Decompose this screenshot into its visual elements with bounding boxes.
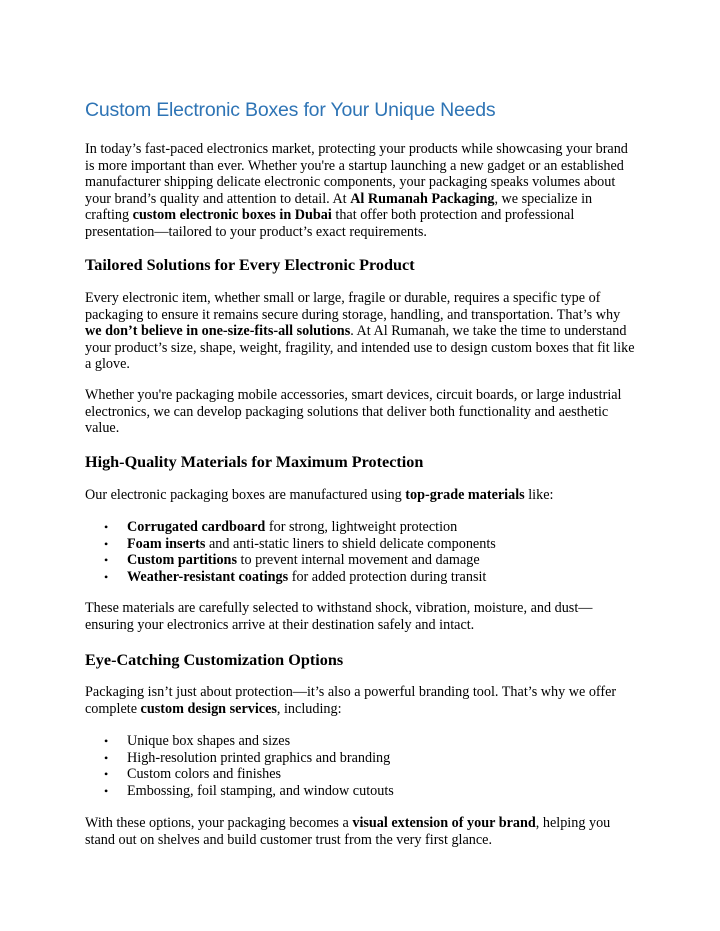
company-name: Al Rumanah Packaging — [350, 190, 495, 207]
bullet-icon: • — [104, 553, 109, 567]
bullet-icon: • — [104, 767, 109, 781]
list-item-text: Custom colors and finishes — [127, 766, 282, 782]
list-item-text: Embossing, foil stamping, and window cutouts — [127, 782, 394, 799]
list-item — [85, 783, 645, 800]
list-item-text: for strong, lightweight protection — [265, 519, 458, 535]
list-item-text: Unique box shapes and sizes — [127, 733, 291, 749]
bullet-icon: • — [104, 569, 109, 584]
materials-list — [85, 519, 645, 585]
list-item-bold: Foam inserts — [127, 535, 206, 552]
list-item — [85, 536, 645, 553]
section-heading-customization: Eye-Catching Customization Options — [85, 651, 344, 669]
list-item — [85, 750, 645, 767]
tailored-text-2: . At Al Rumanah, we take the time to understand your product’s size, shape, weight, fragility, and intended use to design custom boxes that fit like a glove. — [85, 323, 635, 373]
tailored-paragraph-2: Whether you're packaging mobile accessories, smart devices, circuit boards, or large industrial electronics, we can develop packaging solutions that deliver both functionality and aesthetic value. — [85, 387, 622, 437]
list-item-bold: Weather-resistant coatings — [127, 568, 289, 585]
brand-extension-bold: visual extension of your brand — [352, 815, 536, 831]
bullet-icon: • — [104, 536, 109, 551]
list-item-text: to prevent internal movement and damage — [236, 552, 480, 568]
materials-intro-text-1: Our electronic packaging boxes are manufactured using — [85, 487, 406, 503]
bullet-icon: • — [104, 734, 109, 748]
keyword-bold: custom electronic boxes in Dubai — [132, 207, 332, 224]
bullet-icon: • — [104, 750, 109, 765]
list-item-text: High-resolution printed graphics and branding — [127, 749, 391, 766]
section-heading-tailored: Tailored Solutions for Every Electronic Product — [85, 256, 415, 274]
bullet-icon: • — [104, 520, 109, 534]
customization-bold: custom design services — [140, 700, 277, 717]
customization-intro-text-1: Packaging isn’t just about protection—it’s also a powerful branding tool. That’s why we offer complete — [85, 684, 617, 717]
tailored-paragraph-1 — [85, 290, 637, 373]
customization-outro — [85, 815, 637, 848]
bullet-icon: • — [104, 783, 109, 798]
customization-list — [85, 733, 645, 799]
materials-intro-text-2: like: — [524, 487, 554, 503]
list-item-bold: Custom partitions — [127, 552, 237, 568]
intro-text-3: that offer both protection and professional presentation—tailored to your product’s exact requirements. — [85, 207, 575, 240]
customization-intro — [85, 684, 637, 717]
list-item — [85, 569, 645, 586]
materials-bold: top-grade materials — [405, 487, 525, 503]
list-item-text: for added protection during transit — [288, 568, 487, 585]
customization-outro-text-2: , helping you stand out on shelves and build customer trust from the very first glance. — [85, 815, 611, 848]
list-item — [85, 552, 645, 569]
materials-intro — [85, 487, 637, 504]
list-item — [85, 519, 645, 536]
tailored-bold: we don’t believe in one-size-fits-all solutions — [85, 323, 351, 340]
list-item-bold: Corrugated cardboard — [127, 519, 266, 535]
intro-text-2: , we specialize in crafting — [85, 190, 593, 224]
materials-outro: These materials are carefully selected to withstand shock, vibration, moisture, and dust—ensuring your electronics arrive at their destination safely and intact. — [85, 600, 593, 633]
list-item-text: and anti-static liners to shield delicate components — [205, 535, 496, 552]
page-title: Custom Electronic Boxes for Your Unique Needs — [85, 99, 496, 121]
list-item — [85, 766, 645, 783]
intro-paragraph — [85, 141, 637, 241]
customization-intro-text-2: , including: — [276, 700, 342, 717]
section-heading-materials: High-Quality Materials for Maximum Protection — [85, 453, 424, 471]
intro-text-1: In today’s fast-paced electronics market, protecting your products while showcasing your brand is more important than ever. Whether you're a startup launching a new gadget or an established manufacturer shipping delicate electronic components, your packaging speaks volumes about your brand’s quality and attention to detail. At — [85, 141, 628, 207]
list-item — [85, 733, 645, 750]
tailored-text-1: Every electronic item, whether small or large, fragile or durable, requires a specific type of packaging to ensure it remains secure during storage, handling, and transportation. That’s why — [85, 290, 621, 323]
customization-outro-text-1: With these options, your packaging becomes a — [85, 815, 353, 831]
